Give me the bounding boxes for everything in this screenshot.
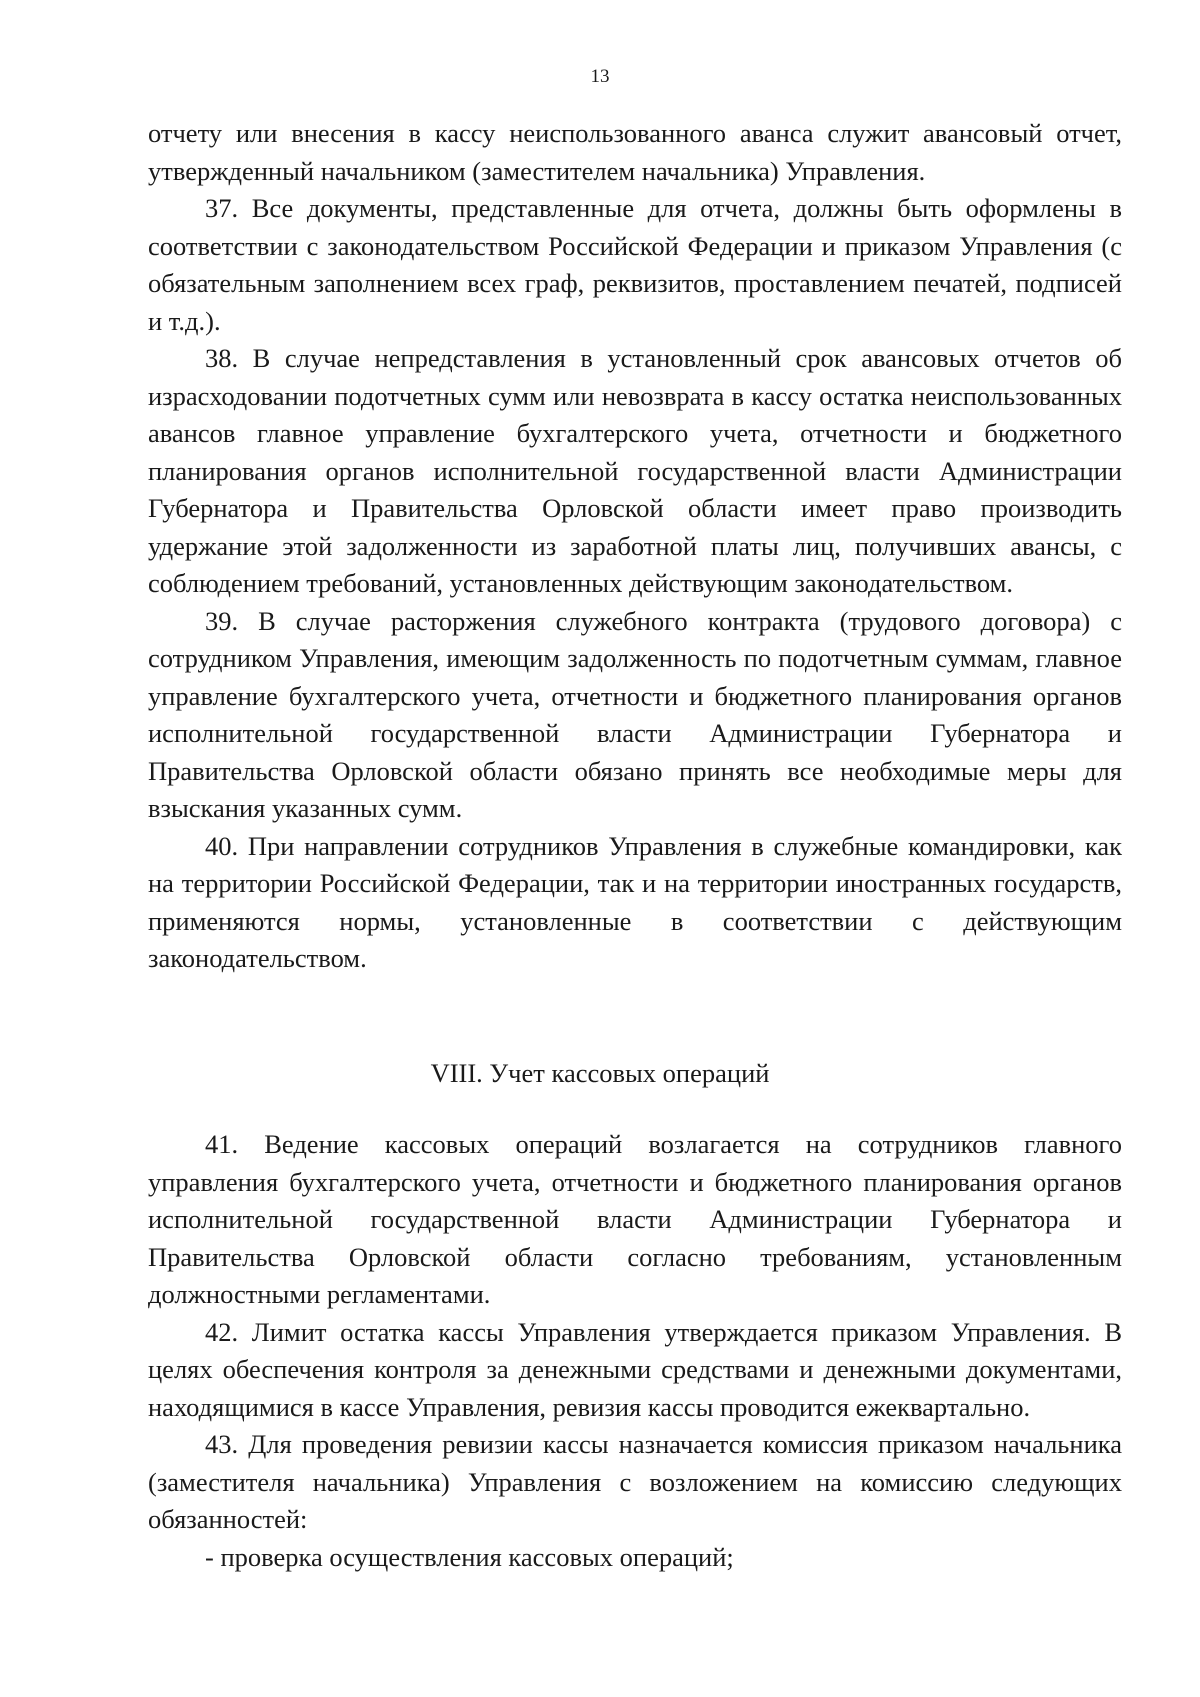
- page-number: 13: [590, 66, 610, 87]
- paragraph-40: 40. При направлении сотрудников Управления в служебные командировки, как на территории Российской Федерации, так и на территории иностранных государств, применяются нормы, установленные в соответствии с действующим законодательством.: [148, 830, 1122, 973]
- list-item: - проверка осуществления кассовых операций;: [205, 1541, 734, 1572]
- paragraph-42: 42. Лимит остатка кассы Управления утверждается приказом Управления. В целях обеспечения контроля за денежными средствами и денежными документами, находящимися в кассе Управления, ревизия кассы проводится ежеквартально.: [148, 1316, 1122, 1422]
- section-title: VIII. Учет кассовых операций: [430, 1058, 770, 1088]
- paragraph-43: 43. Для проведения ревизии кассы назначается комиссия приказом начальника (заместителя начальника) Управления с возложением на комиссию следующих обязанностей:: [148, 1429, 1122, 1534]
- text-block-bottom: [148, 1126, 1122, 1576]
- paragraph-41: 41. Ведение кассовых операций возлагается на сотрудников главного управления бухгалтерского учета, отчетности и бюджетного планирования органов исполнительной государственной власти Администрации Губернатора и Правительства Орловской области согласно требованиям, установленным должностными регламентами.: [148, 1129, 1122, 1309]
- paragraph-37: 37. Все документы, представленные для отчета, должны быть оформлены в соответствии с законодательством Российской Федерации и приказом Управления (с обязательным заполнением всех граф, реквизитов, проставлением печатей, подписей и т.д.).: [148, 193, 1122, 336]
- paragraph-38: 38. В случае непредставления в установленный срок авансовых отчетов об израсходовании подотчетных сумм или невозврата в кассу остатка неиспользованных авансов главное управление бухгалтерского учета, отчетности и бюджетного планирования органов исполнительной государственной власти Администрации Губернатора и Правительства Орловской области имеет право производить удержание этой задолженности из заработной платы лиц, получивших авансы, с соблюдением требований, установленных действующим законодательством.: [148, 343, 1122, 598]
- paragraph-39: 39. В случае расторжения служебного контракта (трудового договора) с сотрудником Управления, имеющим задолженность по подотчетным суммам, главное управление бухгалтерского учета, отчетности и бюджетного планирования органов исполнительной государственной власти Администрации Губернатора и Правительства Орловской области обязано принять все необходимые меры для взыскания указанных сумм.: [148, 605, 1122, 823]
- paragraph-continuation: отчету или внесения в кассу неиспользованного аванса служит авансовый отчет, утвержденный начальником (заместителем начальника) Управления.: [148, 118, 1122, 186]
- text-block-top: [148, 115, 1122, 978]
